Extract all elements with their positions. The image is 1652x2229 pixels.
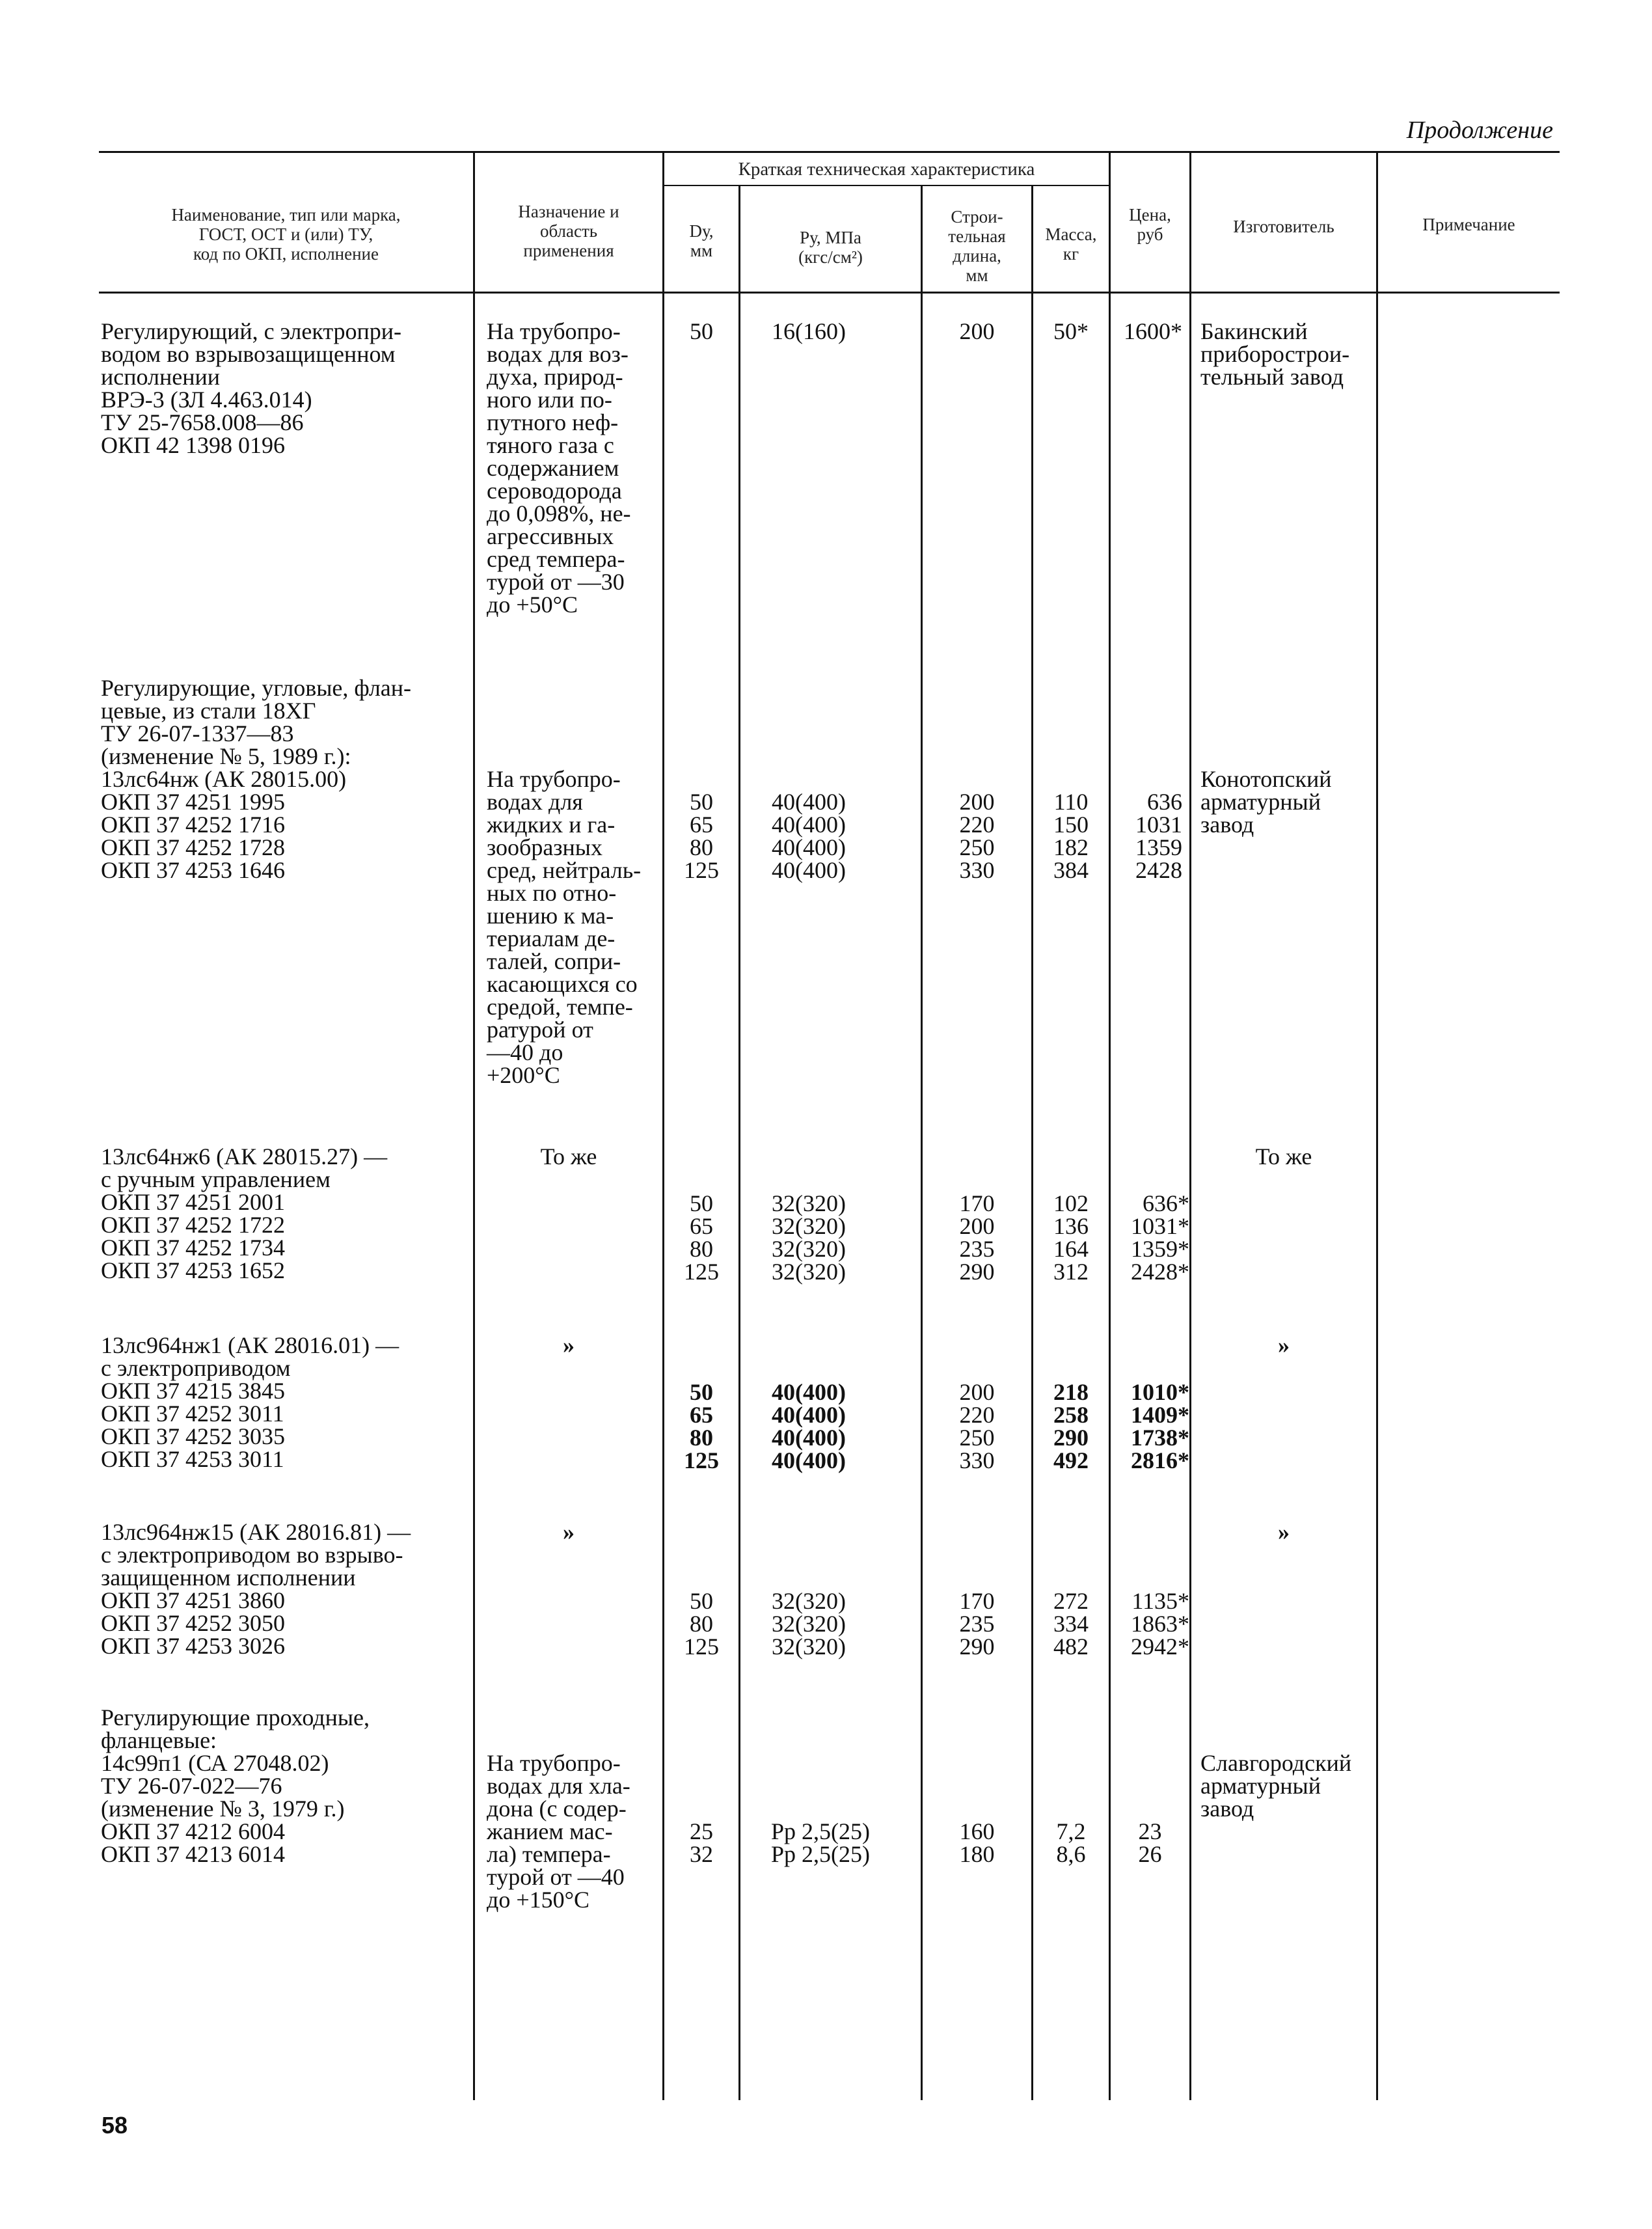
- row-maker: То же: [1255, 1143, 1312, 1169]
- column-divider: [662, 151, 664, 2100]
- row-maker: »: [1278, 1332, 1290, 1358]
- row-length: 200 220 250 330: [959, 1379, 995, 1473]
- header-purpose: Назначение и область применения: [518, 202, 619, 260]
- page-number: 58: [102, 2112, 128, 2139]
- row-price: 1010* 1409* 1738* 2816*: [1131, 1379, 1189, 1473]
- header-price: Цена, руб: [1129, 205, 1171, 244]
- row-price: 636 1031 1359 2428: [1135, 789, 1182, 883]
- row-mass: 110 150 182 384: [1053, 789, 1089, 883]
- row-maker: Славгородский арматурный завод: [1200, 1750, 1352, 1822]
- row-mass: 102 136 164 312: [1053, 1190, 1089, 1285]
- header-dy: Dу, мм: [689, 221, 714, 260]
- row-name: Регулирующие проходные, фланцевые: 14с99п1 (СА 27048.02) ТУ 26-07-022—76 (изменение № 3, 1979 г.) ОКП 37 4212 6004 ОКП 37 4213 6014: [101, 1704, 370, 1867]
- row-mass: 7,2 8,6: [1056, 1818, 1086, 1867]
- row-mass: 272 334 482: [1053, 1588, 1089, 1660]
- row-dy: 50 65 80 125: [684, 789, 719, 883]
- header-tech-group: Краткая техническая характеристика: [738, 159, 1035, 180]
- column-divider: [1376, 151, 1378, 2100]
- row-price: 1600*: [1124, 318, 1182, 344]
- row-purpose: На трубопро- водах для жидких и га- зообразных сред, нейтраль- ных по отно- шению к ма- териалам де- талей, сопри- касающихся со средой, темпе- ратурой от —40 до +200°С: [487, 766, 642, 1088]
- row-name: 13лс964нж1 (АК 28016.01) — с электроприводом ОКП 37 4215 3845 ОКП 37 4252 3011 ОКП 37 4252 3035 ОКП 37 4253 3011: [101, 1332, 399, 1472]
- header-maker: Изготовитель: [1233, 217, 1334, 236]
- row-purpose: »: [563, 1519, 575, 1545]
- row-name: 13лс964нж15 (АК 28016.81) — с электроприводом во взрыво- защищенном исполнении ОКП 37 4251 3860 ОКП 37 4252 3050 ОКП 37 4253 3026: [101, 1519, 411, 1659]
- row-py: Pр 2,5(25) Pр 2,5(25): [771, 1818, 870, 1867]
- row-maker: Конотопский арматурный завод: [1200, 766, 1332, 838]
- row-maker: »: [1278, 1519, 1290, 1545]
- column-divider: [738, 186, 740, 2100]
- column-divider: [473, 151, 475, 2100]
- row-purpose: На трубопро- водах для воз- духа, природ- ного или по- путного неф- тяного газа с содержанием сероводорода до 0,098%, не- агрессивных сред темпера- турой от —30 до +50°С: [487, 318, 631, 618]
- row-price: 636* 1031* 1359* 2428*: [1131, 1190, 1189, 1285]
- row-purpose: »: [563, 1332, 575, 1358]
- row-py: 32(320) 32(320) 32(320) 32(320): [772, 1190, 846, 1285]
- row-py: 32(320) 32(320) 32(320): [772, 1588, 846, 1660]
- table-top-rule: [99, 151, 1560, 153]
- row-name: 13лс64нж6 (АК 28015.27) — с ручным управлением ОКП 37 4251 2001 ОКП 37 4252 1722 ОКП 37 4252 1734 ОКП 37 4253 1652: [101, 1143, 388, 1283]
- header-note: Примечание: [1422, 215, 1515, 234]
- row-mass: 50*: [1053, 318, 1089, 344]
- row-purpose: На трубопро- водах для хла- дона (с содер- жанием мас- ла) темпера- турой от —40 до +150°С: [487, 1750, 630, 1913]
- row-py: 16(160): [772, 318, 846, 344]
- column-divider: [1031, 186, 1033, 2100]
- continuation-label: Продолжение: [1406, 116, 1553, 144]
- row-length: 160 180: [959, 1818, 995, 1867]
- row-name: Регулирующий, с электропри- водом во взрывозащищенном исполнении ВРЭ-3 (ЗЛ 4.463.014) ТУ 25-7658.008—86 ОКП 42 1398 0196: [101, 318, 402, 458]
- row-mass: 218 258 290 492: [1053, 1379, 1089, 1473]
- row-py: 40(400) 40(400) 40(400) 40(400): [772, 1379, 846, 1473]
- row-length: 170 200 235 290: [959, 1190, 995, 1285]
- row-maker: Бакинский приборострои- тельный завод: [1200, 318, 1350, 390]
- row-length: 200 220 250 330: [959, 789, 995, 883]
- row-purpose: То же: [540, 1143, 597, 1169]
- row-length: 200: [959, 318, 995, 344]
- row-dy: 50 65 80 125: [684, 1190, 719, 1285]
- tech-group-rule: [662, 185, 1109, 186]
- header-name: Наименование, тип или марка, ГОСТ, ОСТ и (или) ТУ, код по ОКП, исполнение: [171, 205, 401, 264]
- row-price: 1135* 1863* 2942*: [1131, 1588, 1189, 1660]
- header-bottom-rule: [99, 292, 1560, 294]
- header-length: Строи- тельная длина, мм: [948, 207, 1006, 285]
- row-name: Регулирующие, угловые, флан- цевые, из стали 18ХГ ТУ 26-07-1337—83 (изменение № 5, 1989 г.): 13лс64нж (АК 28015.00) ОКП 37 4251 1995 ОКП 37 4252 1716 ОКП 37 4252 1728 ОКП 37 4253 1646: [101, 675, 412, 883]
- header-py: Pу, МПа (кгс/см²): [798, 228, 863, 267]
- row-length: 170 235 290: [959, 1588, 995, 1660]
- row-price: 23 26: [1138, 1818, 1162, 1867]
- header-mass: Масса, кг: [1045, 225, 1097, 264]
- row-dy: 50 80 125: [684, 1588, 719, 1660]
- row-py: 40(400) 40(400) 40(400) 40(400): [772, 789, 846, 883]
- column-divider: [1109, 151, 1111, 2100]
- row-dy: 25 32: [690, 1818, 713, 1867]
- row-dy: 50: [690, 318, 713, 344]
- column-divider: [921, 186, 923, 2100]
- column-divider: [1189, 151, 1191, 2100]
- row-dy: 50 65 80 125: [684, 1379, 719, 1473]
